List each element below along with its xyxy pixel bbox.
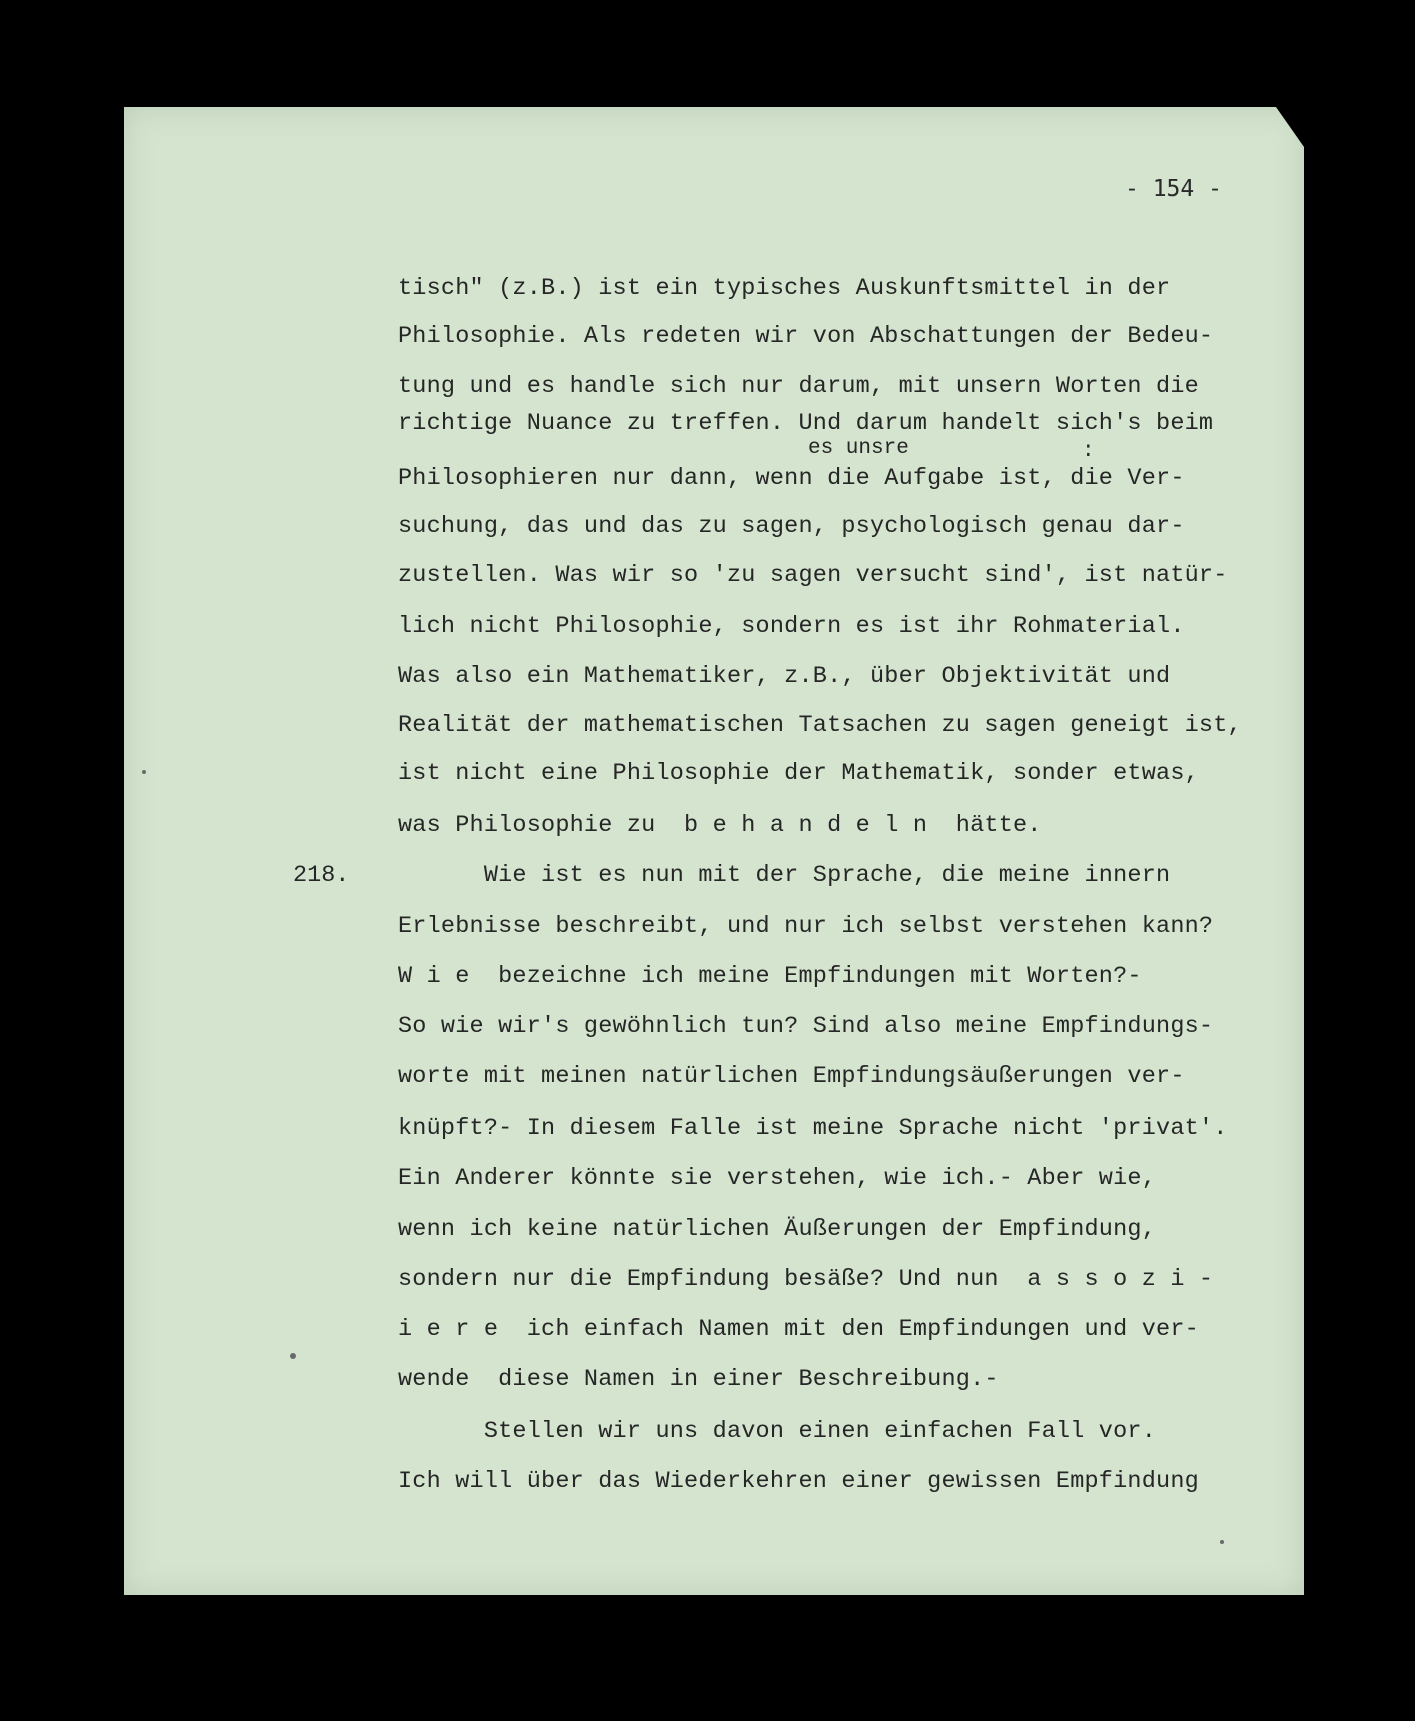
text-line: knüpft?- In diesem Falle ist meine Sprache nicht 'privat'. xyxy=(398,1115,1228,1142)
text-line: Was also ein Mathematiker, z.B., über Objektivität und xyxy=(398,663,1171,690)
text-line: Erlebnisse beschreibt, und nur ich selbst verstehen kann? xyxy=(398,913,1214,940)
text-line: W i e bezeichne ich meine Empfindungen mit Worten?- xyxy=(398,963,1142,990)
paragraph-number: 218. xyxy=(293,862,350,889)
paper-speck xyxy=(142,770,146,774)
text-line: Wie ist es nun mit der Sprache, die meine innern xyxy=(398,862,1171,889)
text-line: suchung, das und das zu sagen, psychologisch genau dar- xyxy=(398,513,1185,540)
text-line: So wie wir's gewöhnlich tun? Sind also meine Empfindungs- xyxy=(398,1013,1214,1040)
paper-speck xyxy=(290,1353,296,1359)
text-line: Philosophieren nur dann, wenn die Aufgabe ist, die Ver- xyxy=(398,465,1185,492)
text-line: Ich will über das Wiederkehren einer gewissen Empfindung xyxy=(398,1468,1199,1495)
text-line: i e r e ich einfach Namen mit den Empfindungen und ver- xyxy=(398,1316,1199,1343)
text-line: Ein Anderer könnte sie verstehen, wie ich.- Aber wie, xyxy=(398,1165,1157,1192)
text-line: richtige Nuance zu treffen. Und darum handelt sich's beim xyxy=(398,410,1214,437)
interlinear-mark: : xyxy=(1082,440,1095,463)
text-line: lich nicht Philosophie, sondern es ist ihr Rohmaterial. xyxy=(398,613,1185,640)
text-line: wende diese Namen in einer Beschreibung.- xyxy=(398,1366,999,1393)
text-line: Stellen wir uns davon einen einfachen Fall vor. xyxy=(398,1418,1157,1445)
text-line: was Philosophie zu b e h a n d e l n hätte. xyxy=(398,812,1042,839)
text-line: Realität der mathematischen Tatsachen zu sagen geneigt ist, xyxy=(398,712,1242,739)
page-number: - 154 - xyxy=(1125,176,1222,202)
text-line: worte mit meinen natürlichen Empfindungsäußerungen ver- xyxy=(398,1063,1185,1090)
text-line: sondern nur die Empfindung besäße? Und nun a s s o z i - xyxy=(398,1266,1214,1293)
text-line: ist nicht eine Philosophie der Mathematik, sonder etwas, xyxy=(398,760,1199,787)
interlinear-insertion: es unsre xyxy=(808,437,909,460)
text-line: tung und es handle sich nur darum, mit unsern Worten die xyxy=(398,373,1199,400)
text-line: wenn ich keine natürlichen Äußerungen der Empfindung, xyxy=(398,1216,1157,1243)
text-line: tisch" (z.B.) ist ein typisches Auskunftsmittel in der xyxy=(398,275,1171,302)
text-line: zustellen. Was wir so 'zu sagen versucht sind', ist natür- xyxy=(398,562,1228,589)
text-line: Philosophie. Als redeten wir von Abschattungen der Bedeu- xyxy=(398,323,1214,350)
paper-speck xyxy=(1220,1540,1224,1544)
